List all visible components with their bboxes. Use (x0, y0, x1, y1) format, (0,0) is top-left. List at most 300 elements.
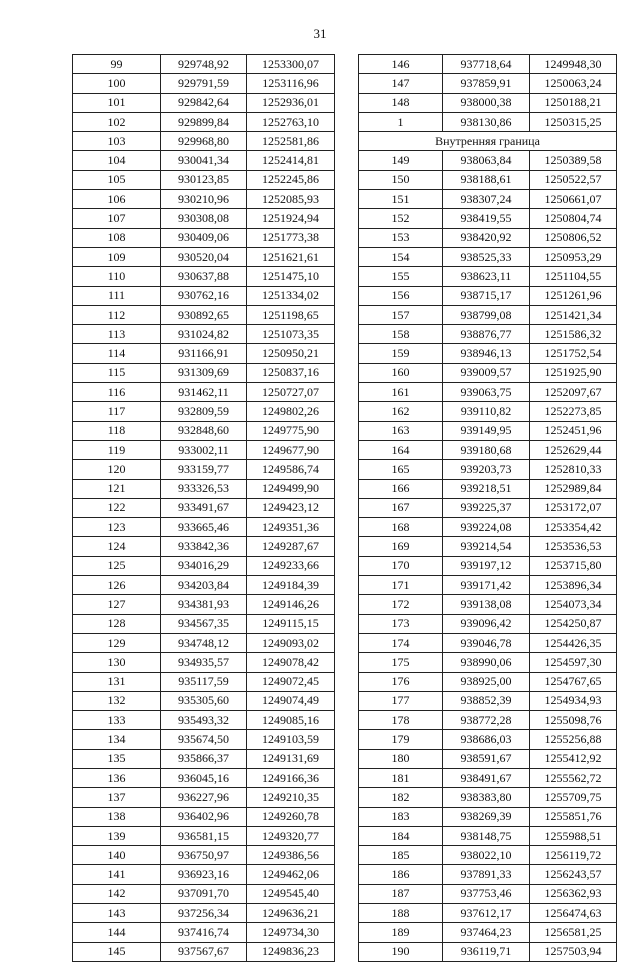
coordinate-y-cell: 1252097,67 (530, 383, 617, 402)
point-number-cell: 167 (359, 498, 443, 517)
coordinate-y-cell: 1249351,36 (247, 518, 335, 537)
table-row (73, 498, 335, 517)
point-number-cell: 122 (73, 498, 161, 517)
coordinate-x-cell: 933842,36 (161, 537, 247, 556)
coordinate-x-cell: 929748,92 (161, 55, 247, 74)
point-number-cell: 118 (73, 421, 161, 440)
point-number-cell: 109 (73, 247, 161, 266)
table-row (359, 479, 617, 498)
point-number-cell: 1 (359, 112, 443, 131)
point-number-cell: 176 (359, 672, 443, 691)
table-row (359, 325, 617, 344)
coordinate-y-cell: 1249775,90 (247, 421, 335, 440)
coordinate-x-cell: 939214,54 (443, 537, 530, 556)
table-row (73, 151, 335, 170)
coordinate-y-cell: 1250804,74 (530, 209, 617, 228)
point-number-cell: 190 (359, 942, 443, 961)
point-number-cell: 123 (73, 518, 161, 537)
point-number-cell: 99 (73, 55, 161, 74)
table-row (359, 633, 617, 652)
table-row (359, 190, 617, 209)
coordinate-x-cell: 936581,15 (161, 826, 247, 845)
coordinate-y-cell: 1255256,88 (530, 730, 617, 749)
point-number-cell: 163 (359, 421, 443, 440)
coordinate-x-cell: 939225,37 (443, 498, 530, 517)
coordinate-y-cell: 1250953,29 (530, 247, 617, 266)
coordinate-y-cell: 1249260,78 (247, 807, 335, 826)
point-number-cell: 102 (73, 112, 161, 131)
coordinate-x-cell: 932848,60 (161, 421, 247, 440)
point-number-cell: 128 (73, 614, 161, 633)
coordinate-x-cell: 930637,88 (161, 267, 247, 286)
coordinate-y-cell: 1249802,26 (247, 402, 335, 421)
coordinate-y-cell: 1253172,07 (530, 498, 617, 517)
coordinate-x-cell: 937567,67 (161, 942, 247, 961)
coordinate-x-cell: 939197,12 (443, 556, 530, 575)
coordinate-y-cell: 1249146,26 (247, 595, 335, 614)
coordinate-x-cell: 934203,84 (161, 576, 247, 595)
coordinate-x-cell: 933002,11 (161, 440, 247, 459)
point-number-cell: 144 (73, 923, 161, 942)
point-number-cell: 146 (359, 55, 443, 74)
table-row (359, 691, 617, 710)
table-body (359, 55, 617, 132)
coordinate-x-cell: 938383,80 (443, 788, 530, 807)
section-label: Внутренняя граница (359, 132, 617, 151)
coordinate-y-cell: 1252414,81 (247, 151, 335, 170)
point-number-cell: 141 (73, 865, 161, 884)
coordinate-y-cell: 1255709,75 (530, 788, 617, 807)
coordinate-x-cell: 938307,24 (443, 190, 530, 209)
table-row (359, 421, 617, 440)
table-row (359, 923, 617, 942)
coordinate-x-cell: 937256,34 (161, 904, 247, 923)
point-number-cell: 142 (73, 884, 161, 903)
section-row (359, 132, 617, 151)
point-number-cell: 174 (359, 633, 443, 652)
point-number-cell: 183 (359, 807, 443, 826)
table-row (73, 479, 335, 498)
coordinate-x-cell: 935117,59 (161, 672, 247, 691)
coordinate-x-cell: 935674,50 (161, 730, 247, 749)
coordinate-y-cell: 1250727,07 (247, 383, 335, 402)
coordinate-x-cell: 938799,08 (443, 305, 530, 324)
table-row (359, 595, 617, 614)
point-number-cell: 177 (359, 691, 443, 710)
coordinate-x-cell: 933326,53 (161, 479, 247, 498)
table-body (73, 55, 335, 962)
table-row (359, 711, 617, 730)
point-number-cell: 110 (73, 267, 161, 286)
coordinate-x-cell: 931462,11 (161, 383, 247, 402)
coordinate-y-cell: 1250389,58 (530, 151, 617, 170)
coordinate-y-cell: 1249074,49 (247, 691, 335, 710)
coordinate-y-cell: 1251475,10 (247, 267, 335, 286)
table-row (359, 749, 617, 768)
coordinate-x-cell: 939180,68 (443, 440, 530, 459)
point-number-cell: 181 (359, 768, 443, 787)
coordinate-y-cell: 1249948,30 (530, 55, 617, 74)
coordinate-y-cell: 1253354,42 (530, 518, 617, 537)
table-row (359, 440, 617, 459)
coordinate-y-cell: 1251925,90 (530, 363, 617, 382)
point-number-cell: 100 (73, 74, 161, 93)
coordinate-x-cell: 937464,23 (443, 923, 530, 942)
coordinate-x-cell: 938925,00 (443, 672, 530, 691)
coordinate-y-cell: 1249499,90 (247, 479, 335, 498)
point-number-cell: 148 (359, 93, 443, 112)
point-number-cell: 182 (359, 788, 443, 807)
coordinate-y-cell: 1251073,35 (247, 325, 335, 344)
coordinate-x-cell: 930409,06 (161, 228, 247, 247)
table-row (359, 402, 617, 421)
coordinate-y-cell: 1252085,93 (247, 190, 335, 209)
table-row (359, 363, 617, 382)
point-number-cell: 164 (359, 440, 443, 459)
coordinate-y-cell: 1249462,06 (247, 865, 335, 884)
point-number-cell: 172 (359, 595, 443, 614)
coordinate-x-cell: 937718,64 (443, 55, 530, 74)
coordinate-y-cell: 1253116,96 (247, 74, 335, 93)
table-row (73, 904, 335, 923)
table-row (359, 576, 617, 595)
table-row (73, 209, 335, 228)
coordinate-y-cell: 1255412,92 (530, 749, 617, 768)
table-row (73, 460, 335, 479)
coordinate-y-cell: 1249287,67 (247, 537, 335, 556)
table-row (73, 305, 335, 324)
coordinate-x-cell: 936119,71 (443, 942, 530, 961)
coordinate-y-cell: 1251586,32 (530, 325, 617, 344)
coordinate-x-cell: 939110,82 (443, 402, 530, 421)
table-row (73, 93, 335, 112)
table-row (73, 614, 335, 633)
coordinate-y-cell: 1250950,21 (247, 344, 335, 363)
point-number-cell: 140 (73, 846, 161, 865)
coordinate-y-cell: 1256362,93 (530, 884, 617, 903)
coordinate-x-cell: 936923,16 (161, 865, 247, 884)
table-row (359, 112, 617, 131)
coordinate-x-cell: 931024,82 (161, 325, 247, 344)
table-row (73, 846, 335, 865)
coordinate-y-cell: 1256474,63 (530, 904, 617, 923)
point-number-cell: 155 (359, 267, 443, 286)
coordinate-y-cell: 1249677,90 (247, 440, 335, 459)
point-number-cell: 185 (359, 846, 443, 865)
point-number-cell: 126 (73, 576, 161, 595)
coordinate-x-cell: 938591,67 (443, 749, 530, 768)
coordinate-y-cell: 1253896,34 (530, 576, 617, 595)
coordinate-y-cell: 1253300,07 (247, 55, 335, 74)
coordinate-x-cell: 933159,77 (161, 460, 247, 479)
table-row (73, 788, 335, 807)
point-number-cell: 107 (73, 209, 161, 228)
coordinate-x-cell: 934748,12 (161, 633, 247, 652)
point-number-cell: 180 (359, 749, 443, 768)
coordinates-table-left (72, 54, 335, 962)
point-number-cell: 168 (359, 518, 443, 537)
table-row (359, 209, 617, 228)
point-number-cell: 158 (359, 325, 443, 344)
coordinate-x-cell: 930041,34 (161, 151, 247, 170)
table-row (73, 884, 335, 903)
coordinate-y-cell: 1251198,65 (247, 305, 335, 324)
table-row (73, 421, 335, 440)
point-number-cell: 149 (359, 151, 443, 170)
table-row (73, 132, 335, 151)
point-number-cell: 153 (359, 228, 443, 247)
point-number-cell: 113 (73, 325, 161, 344)
coordinate-y-cell: 1249836,23 (247, 942, 335, 961)
coordinate-x-cell: 930762,16 (161, 286, 247, 305)
point-number-cell: 175 (359, 653, 443, 672)
table-row (73, 865, 335, 884)
table-body (359, 151, 617, 961)
coordinate-x-cell: 938946,13 (443, 344, 530, 363)
table-row (359, 537, 617, 556)
coordinate-x-cell: 933665,46 (161, 518, 247, 537)
table-row (73, 363, 335, 382)
point-number-cell: 135 (73, 749, 161, 768)
coordinate-x-cell: 934016,29 (161, 556, 247, 575)
table-row (359, 247, 617, 266)
coordinate-x-cell: 937416,74 (161, 923, 247, 942)
coordinate-x-cell: 938491,67 (443, 768, 530, 787)
coordinate-y-cell: 1251752,54 (530, 344, 617, 363)
point-number-cell: 114 (73, 344, 161, 363)
coordinate-y-cell: 1250315,25 (530, 112, 617, 131)
coordinate-x-cell: 934381,93 (161, 595, 247, 614)
point-number-cell: 150 (359, 170, 443, 189)
table-row (73, 325, 335, 344)
coordinate-y-cell: 1249210,35 (247, 788, 335, 807)
coordinate-x-cell: 938188,61 (443, 170, 530, 189)
coordinate-x-cell: 938063,84 (443, 151, 530, 170)
coordinate-x-cell: 937753,46 (443, 884, 530, 903)
table-row (73, 768, 335, 787)
coordinate-y-cell: 1257503,94 (530, 942, 617, 961)
table-row (73, 923, 335, 942)
coordinate-y-cell: 1255851,76 (530, 807, 617, 826)
table-row (359, 807, 617, 826)
table-row (359, 730, 617, 749)
table-row (359, 788, 617, 807)
table-row (73, 74, 335, 93)
coordinate-y-cell: 1249545,40 (247, 884, 335, 903)
table-row (73, 537, 335, 556)
table-row (73, 518, 335, 537)
table-row (359, 305, 617, 324)
point-number-cell: 151 (359, 190, 443, 209)
point-number-cell: 143 (73, 904, 161, 923)
point-number-cell: 129 (73, 633, 161, 652)
coordinate-y-cell: 1252936,01 (247, 93, 335, 112)
coordinate-y-cell: 1249078,42 (247, 653, 335, 672)
table-row (73, 383, 335, 402)
table-row (73, 730, 335, 749)
table-row (73, 190, 335, 209)
table-row (73, 672, 335, 691)
coordinate-y-cell: 1256581,25 (530, 923, 617, 942)
table-row (73, 55, 335, 74)
coordinate-y-cell: 1249115,15 (247, 614, 335, 633)
table-row (359, 74, 617, 93)
table-row (73, 228, 335, 247)
table-row (73, 653, 335, 672)
coordinate-y-cell: 1252629,44 (530, 440, 617, 459)
coordinate-x-cell: 939149,95 (443, 421, 530, 440)
table-row (359, 151, 617, 170)
point-number-cell: 157 (359, 305, 443, 324)
coordinate-y-cell: 1254426,35 (530, 633, 617, 652)
coordinate-y-cell: 1250837,16 (247, 363, 335, 382)
table-row (359, 614, 617, 633)
table-row (73, 440, 335, 459)
point-number-cell: 115 (73, 363, 161, 382)
point-number-cell: 179 (359, 730, 443, 749)
point-number-cell: 111 (73, 286, 161, 305)
table-row (73, 942, 335, 961)
point-number-cell: 120 (73, 460, 161, 479)
point-number-cell: 184 (359, 826, 443, 845)
table-row (73, 344, 335, 363)
coordinate-x-cell: 933491,67 (161, 498, 247, 517)
coordinate-x-cell: 929899,84 (161, 112, 247, 131)
table-row (73, 711, 335, 730)
coordinate-y-cell: 1253715,80 (530, 556, 617, 575)
coordinate-y-cell: 1250188,21 (530, 93, 617, 112)
table-row (359, 518, 617, 537)
coordinate-x-cell: 938269,39 (443, 807, 530, 826)
coordinate-y-cell: 1252810,33 (530, 460, 617, 479)
coordinate-y-cell: 1251924,94 (247, 209, 335, 228)
point-number-cell: 116 (73, 383, 161, 402)
point-number-cell: 131 (73, 672, 161, 691)
coordinate-y-cell: 1256119,72 (530, 846, 617, 865)
coordinate-x-cell: 938148,75 (443, 826, 530, 845)
coordinate-y-cell: 1249386,56 (247, 846, 335, 865)
table-row (73, 807, 335, 826)
table-row (359, 768, 617, 787)
coordinate-x-cell: 937612,17 (443, 904, 530, 923)
table-row (73, 112, 335, 131)
table-row (73, 267, 335, 286)
coordinate-x-cell: 938525,33 (443, 247, 530, 266)
coordinate-x-cell: 939203,73 (443, 460, 530, 479)
coordinate-y-cell: 1250806,52 (530, 228, 617, 247)
point-number-cell: 127 (73, 595, 161, 614)
point-number-cell: 138 (73, 807, 161, 826)
point-number-cell: 186 (359, 865, 443, 884)
coordinate-y-cell: 1252763,10 (247, 112, 335, 131)
coordinate-x-cell: 938000,38 (443, 93, 530, 112)
coordinate-x-cell: 931166,91 (161, 344, 247, 363)
table-row (73, 556, 335, 575)
coordinate-y-cell: 1250661,07 (530, 190, 617, 209)
table-row (359, 865, 617, 884)
coordinate-x-cell: 939171,42 (443, 576, 530, 595)
coordinate-y-cell: 1251773,38 (247, 228, 335, 247)
coordinate-y-cell: 1251334,02 (247, 286, 335, 305)
point-number-cell: 137 (73, 788, 161, 807)
coordinate-x-cell: 930210,96 (161, 190, 247, 209)
point-number-cell: 147 (359, 74, 443, 93)
table-row (359, 942, 617, 961)
coordinate-x-cell: 938130,86 (443, 112, 530, 131)
table-row (73, 402, 335, 421)
coordinate-y-cell: 1254073,34 (530, 595, 617, 614)
table-row (359, 460, 617, 479)
point-number-cell: 160 (359, 363, 443, 382)
coordinate-x-cell: 937859,91 (443, 74, 530, 93)
coordinate-y-cell: 1250063,24 (530, 74, 617, 93)
point-number-cell: 178 (359, 711, 443, 730)
coordinate-x-cell: 930308,08 (161, 209, 247, 228)
coordinate-x-cell: 930520,04 (161, 247, 247, 266)
coordinate-x-cell: 936402,96 (161, 807, 247, 826)
coordinate-x-cell: 930892,65 (161, 305, 247, 324)
coordinate-x-cell: 934567,35 (161, 614, 247, 633)
coordinate-x-cell: 938876,77 (443, 325, 530, 344)
coordinate-y-cell: 1252245,86 (247, 170, 335, 189)
point-number-cell: 173 (359, 614, 443, 633)
coordinate-y-cell: 1249586,74 (247, 460, 335, 479)
coordinate-x-cell: 938852,39 (443, 691, 530, 710)
coordinate-x-cell: 936750,97 (161, 846, 247, 865)
table-row (359, 93, 617, 112)
coordinate-x-cell: 937091,70 (161, 884, 247, 903)
coordinate-x-cell: 939096,42 (443, 614, 530, 633)
coordinate-x-cell: 939218,51 (443, 479, 530, 498)
coordinate-x-cell: 937891,33 (443, 865, 530, 884)
section-row-group (359, 132, 617, 151)
point-number-cell: 136 (73, 768, 161, 787)
point-number-cell: 119 (73, 440, 161, 459)
point-number-cell: 166 (359, 479, 443, 498)
point-number-cell: 130 (73, 653, 161, 672)
coordinate-x-cell: 938990,06 (443, 653, 530, 672)
coordinate-y-cell: 1249131,69 (247, 749, 335, 768)
coordinate-y-cell: 1253536,53 (530, 537, 617, 556)
coordinate-x-cell: 938686,03 (443, 730, 530, 749)
coordinate-x-cell: 936045,16 (161, 768, 247, 787)
coordinate-y-cell: 1250522,57 (530, 170, 617, 189)
coordinate-y-cell: 1256243,57 (530, 865, 617, 884)
coordinate-y-cell: 1254934,93 (530, 691, 617, 710)
coordinate-y-cell: 1251261,96 (530, 286, 617, 305)
table-row (73, 633, 335, 652)
point-number-cell: 159 (359, 344, 443, 363)
coordinate-y-cell: 1249184,39 (247, 576, 335, 595)
point-number-cell: 121 (73, 479, 161, 498)
coordinate-x-cell: 929968,80 (161, 132, 247, 151)
table-row (73, 595, 335, 614)
table-row (73, 286, 335, 305)
table-row (73, 247, 335, 266)
point-number-cell: 112 (73, 305, 161, 324)
coordinate-x-cell: 938772,28 (443, 711, 530, 730)
table-row (359, 884, 617, 903)
coordinate-x-cell: 939224,08 (443, 518, 530, 537)
coordinate-y-cell: 1251421,34 (530, 305, 617, 324)
table-row (359, 904, 617, 923)
point-number-cell: 104 (73, 151, 161, 170)
table-row (73, 749, 335, 768)
coordinates-table-right (358, 54, 617, 962)
page-number: 31 (313, 26, 327, 41)
coordinate-x-cell: 930123,85 (161, 170, 247, 189)
coordinate-y-cell: 1254597,30 (530, 653, 617, 672)
